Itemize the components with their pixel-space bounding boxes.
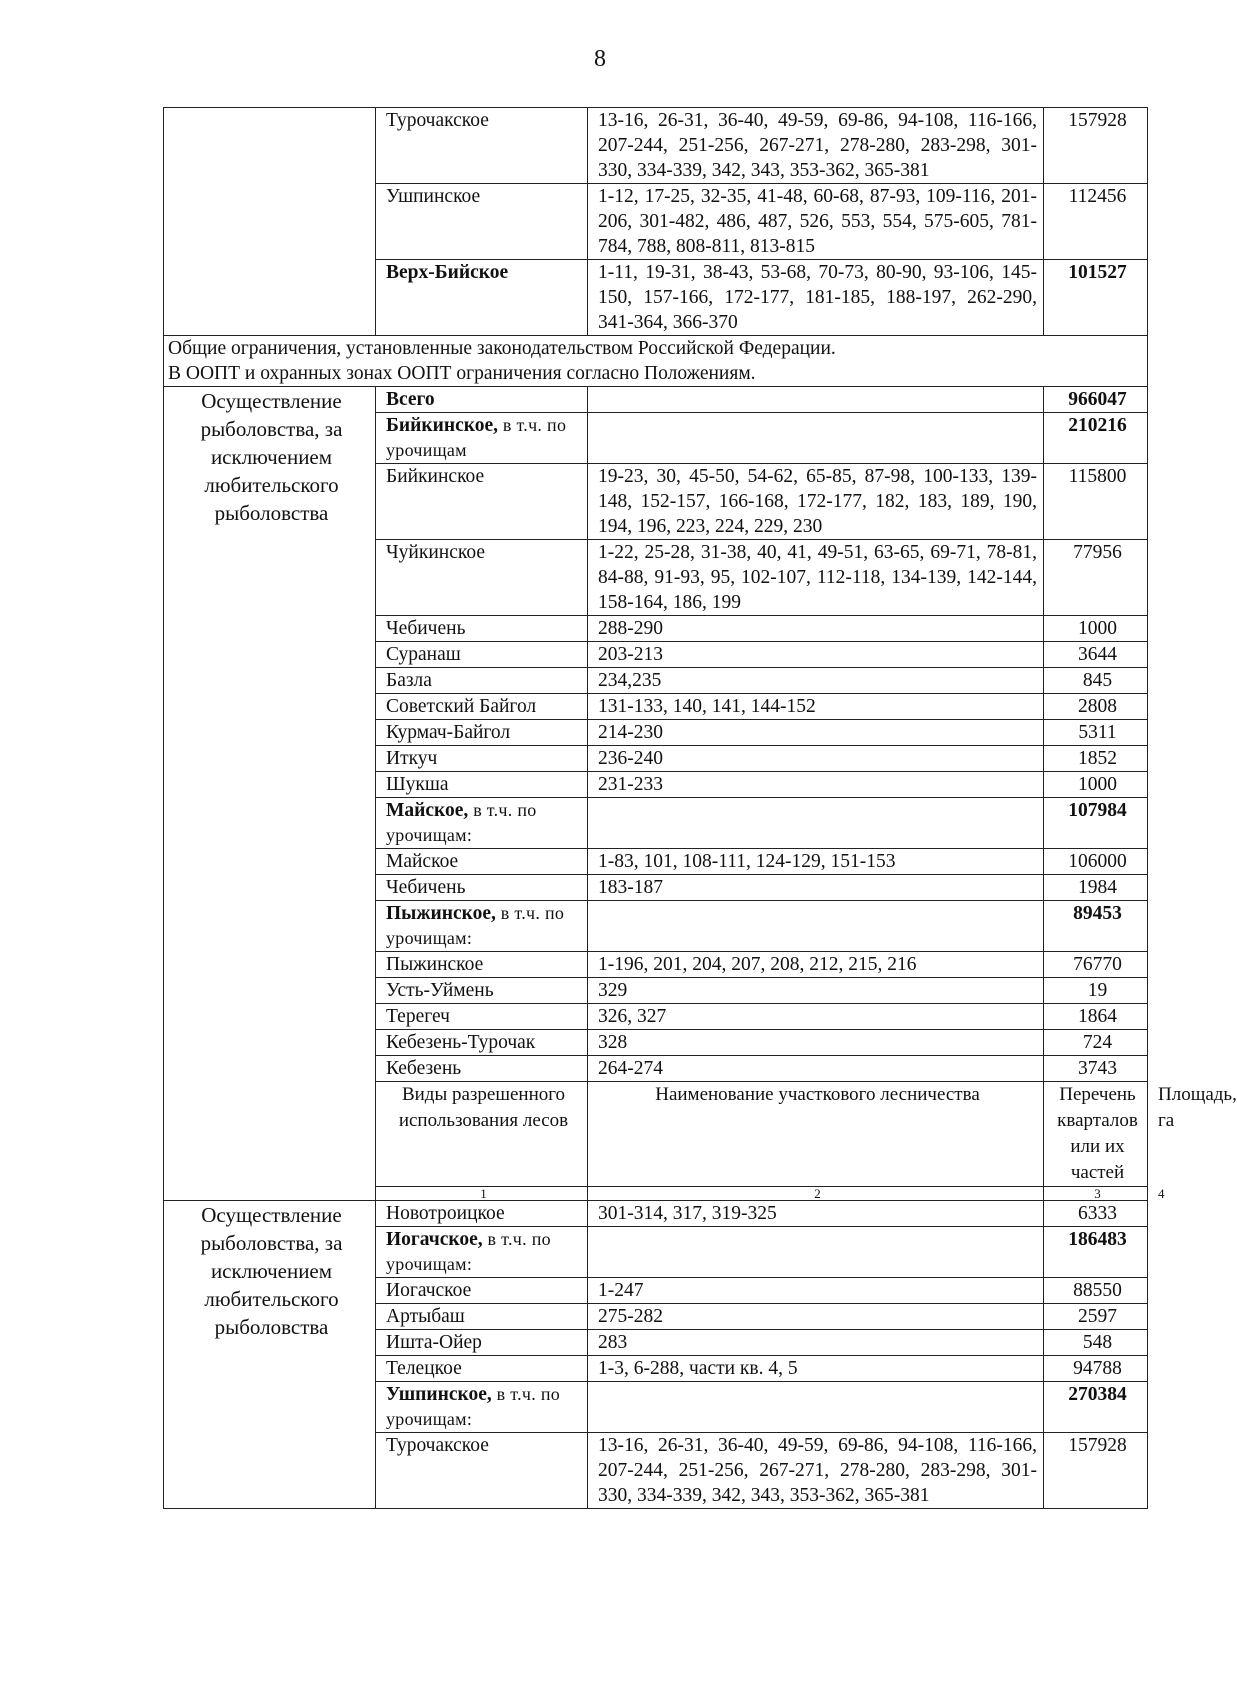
group-title: Ушпинское,	[386, 1384, 492, 1405]
area-value: 845	[1044, 668, 1148, 694]
forestry-name: Советский Байгол	[376, 694, 588, 720]
header-quarters: Перечень кварталов или их частей	[1044, 1082, 1148, 1187]
forestry-name: Пыжинское	[376, 952, 588, 978]
forestry-name: Чебичень	[376, 875, 588, 901]
forestry-name: Базла	[376, 668, 588, 694]
group-area: 107984	[1044, 798, 1148, 849]
use-type: Осуществление рыболовства, за исключением любительского рыболовства	[164, 387, 376, 1201]
area-value: 77956	[1044, 540, 1148, 616]
forestry-name: Иогачское	[376, 1278, 588, 1304]
area-value: 1984	[1044, 875, 1148, 901]
group-name	[376, 1227, 588, 1278]
forestry-name: Чуйкинское	[376, 540, 588, 616]
group-area: 89453	[1044, 901, 1148, 952]
quarters-list: 214-230	[588, 720, 1044, 746]
quarters-list: 328	[588, 1030, 1044, 1056]
area-value: 88550	[1044, 1278, 1148, 1304]
quarters-list: 326, 327	[588, 1004, 1044, 1030]
notes-row	[164, 336, 1148, 387]
group-suffix: в т.ч. по урочищам:	[386, 903, 565, 948]
forestry-name: Майское	[376, 849, 588, 875]
forestry-name: Иткуч	[376, 746, 588, 772]
area-value: 1864	[1044, 1004, 1148, 1030]
forestry-name: Усть-Уймень	[376, 978, 588, 1004]
area-value: 2808	[1044, 694, 1148, 720]
group-name	[376, 413, 588, 464]
quarters-list: 231-233	[588, 772, 1044, 798]
forestry-name: Турочакское	[376, 108, 588, 184]
group-name	[376, 798, 588, 849]
area-value: 5311	[1044, 720, 1148, 746]
table-row	[164, 387, 1148, 413]
group-suffix: в т.ч. по урочищам:	[386, 800, 537, 845]
forestry-name: Кебезень-Турочак	[376, 1030, 588, 1056]
area-value: 106000	[1044, 849, 1148, 875]
quarters-list: 13-16, 26-31, 36-40, 49-59, 69-86, 94-108, 116-166, 207-244, 251-256, 267-271, 278-280, 283-298, 301-330, 334-339, 342, 343, 353-362, 365-381	[588, 108, 1044, 184]
area-value: 1000	[1044, 772, 1148, 798]
quarters-list: 264-274	[588, 1056, 1044, 1082]
area-value: 101527	[1044, 260, 1148, 336]
forestry-name: Верх-Бийское	[376, 260, 588, 336]
forestry-name: Чебичень	[376, 616, 588, 642]
group-title: Иогачское,	[386, 1229, 483, 1250]
restrictions-note	[164, 336, 1148, 387]
quarters-list: 13-16, 26-31, 36-40, 49-59, 69-86, 94-108, 116-166, 207-244, 251-256, 267-271, 278-280, 283-298, 301-330, 334-339, 342, 343, 353-362, 365-381	[588, 1433, 1044, 1509]
group-title: Бийкинское,	[386, 415, 498, 436]
total-label: Всего	[376, 387, 588, 413]
header-use-type: Виды разрешенного использования лесов	[376, 1082, 588, 1187]
area-value: 548	[1044, 1330, 1148, 1356]
forestry-name: Артыбаш	[376, 1304, 588, 1330]
quarters-list: 236-240	[588, 746, 1044, 772]
use-type: Осуществление рыболовства, за исключением любительского рыболовства	[164, 1201, 376, 1509]
group-name	[376, 1382, 588, 1433]
quarters-list: 283	[588, 1330, 1044, 1356]
empty-use-cell	[164, 108, 376, 336]
empty-cell	[588, 413, 1044, 464]
forestry-name: Ушпинское	[376, 184, 588, 260]
group-area: 186483	[1044, 1227, 1148, 1278]
note-line: В ООПТ и охранных зонах ООПТ ограничения согласно Положениям.	[168, 363, 756, 384]
column-number: 3	[1044, 1187, 1148, 1201]
header-forestry: Наименование участкового лесничества	[588, 1082, 1044, 1187]
empty-cell	[588, 901, 1044, 952]
area-value: 19	[1044, 978, 1148, 1004]
table-row	[164, 1201, 1148, 1227]
quarters-list: 131-133, 140, 141, 144-152	[588, 694, 1044, 720]
group-name	[376, 901, 588, 952]
area-value: 724	[1044, 1030, 1148, 1056]
column-numbers-row: 1 2 3 4	[164, 1187, 1148, 1201]
area-value: 112456	[1044, 184, 1148, 260]
quarters-list: 1-196, 201, 204, 207, 208, 212, 215, 216	[588, 952, 1044, 978]
forestry-name: Шукша	[376, 772, 588, 798]
area-value: 94788	[1044, 1356, 1148, 1382]
column-number: 2	[588, 1187, 1044, 1201]
forestry-name: Курмач-Байгол	[376, 720, 588, 746]
empty-cell	[588, 387, 1044, 413]
quarters-list: 1-12, 17-25, 32-35, 41-48, 60-68, 87-93, 109-116, 201-206, 301-482, 486, 487, 526, 553, 554, 575-605, 781-784, 788, 808-811, 813-815	[588, 184, 1044, 260]
group-area: 270384	[1044, 1382, 1148, 1433]
forestry-name: Суранаш	[376, 642, 588, 668]
group-title: Пыжинское,	[386, 903, 496, 924]
area-value: 2597	[1044, 1304, 1148, 1330]
quarters-list: 1-247	[588, 1278, 1044, 1304]
quarters-list: 234,235	[588, 668, 1044, 694]
area-value: 76770	[1044, 952, 1148, 978]
forestry-name: Кебезень	[376, 1056, 588, 1082]
empty-cell	[588, 1382, 1044, 1433]
group-suffix: в т.ч. по урочищам:	[386, 1384, 561, 1429]
quarters-list: 1-11, 19-31, 38-43, 53-68, 70-73, 80-90, 93-106, 145-150, 157-166, 172-177, 181-185, 188-197, 262-290, 341-364, 366-370	[588, 260, 1044, 336]
empty-cell	[588, 1227, 1044, 1278]
group-area: 210216	[1044, 413, 1148, 464]
group-title: Майское,	[386, 800, 469, 821]
table-header-row: Виды разрешенного использования лесов Наименование участкового лесничества Перечень кварталов или их частей Площадь, га	[164, 1082, 1148, 1187]
forest-use-table	[163, 107, 1237, 1509]
column-number: 1	[376, 1187, 588, 1201]
group-suffix: в т.ч. по урочищам:	[386, 1229, 551, 1274]
quarters-list: 19-23, 30, 45-50, 54-62, 65-85, 87-98, 100-133, 139-148, 152-157, 166-168, 172-177, 182, 183, 189, 190, 194, 196, 223, 224, 229, 230	[588, 464, 1044, 540]
quarters-list: 1-22, 25-28, 31-38, 40, 41, 49-51, 63-65, 69-71, 78-81, 84-88, 91-93, 95, 102-107, 112-118, 134-139, 142-144, 158-164, 186, 199	[588, 540, 1044, 616]
page-number: 8	[594, 46, 606, 72]
forestry-name: Новотроицкое	[376, 1201, 588, 1227]
quarters-list: 203-213	[588, 642, 1044, 668]
quarters-list: 288-290	[588, 616, 1044, 642]
quarters-list: 1-83, 101, 108-111, 124-129, 151-153	[588, 849, 1044, 875]
forestry-name: Телецкое	[376, 1356, 588, 1382]
total-area: 966047	[1044, 387, 1148, 413]
area-value: 3644	[1044, 642, 1148, 668]
area-value: 157928	[1044, 1433, 1148, 1509]
area-value: 115800	[1044, 464, 1148, 540]
quarters-list: 329	[588, 978, 1044, 1004]
quarters-list: 275-282	[588, 1304, 1044, 1330]
area-value: 157928	[1044, 108, 1148, 184]
area-value: 1852	[1044, 746, 1148, 772]
empty-cell	[588, 798, 1044, 849]
forestry-name: Бийкинское	[376, 464, 588, 540]
forestry-name: Турочакское	[376, 1433, 588, 1509]
note-line: Общие ограничения, установленные законодательством Российской Федерации.	[168, 338, 836, 359]
forestry-name: Терегеч	[376, 1004, 588, 1030]
table-row	[164, 108, 1148, 184]
quarters-list: 301-314, 317, 319-325	[588, 1201, 1044, 1227]
area-value: 1000	[1044, 616, 1148, 642]
group-suffix: в т.ч. по урочищам	[386, 415, 567, 460]
area-value: 3743	[1044, 1056, 1148, 1082]
quarters-list: 183-187	[588, 875, 1044, 901]
area-value: 6333	[1044, 1201, 1148, 1227]
forestry-name: Ишта-Ойер	[376, 1330, 588, 1356]
quarters-list: 1-3, 6-288, части кв. 4, 5	[588, 1356, 1044, 1382]
